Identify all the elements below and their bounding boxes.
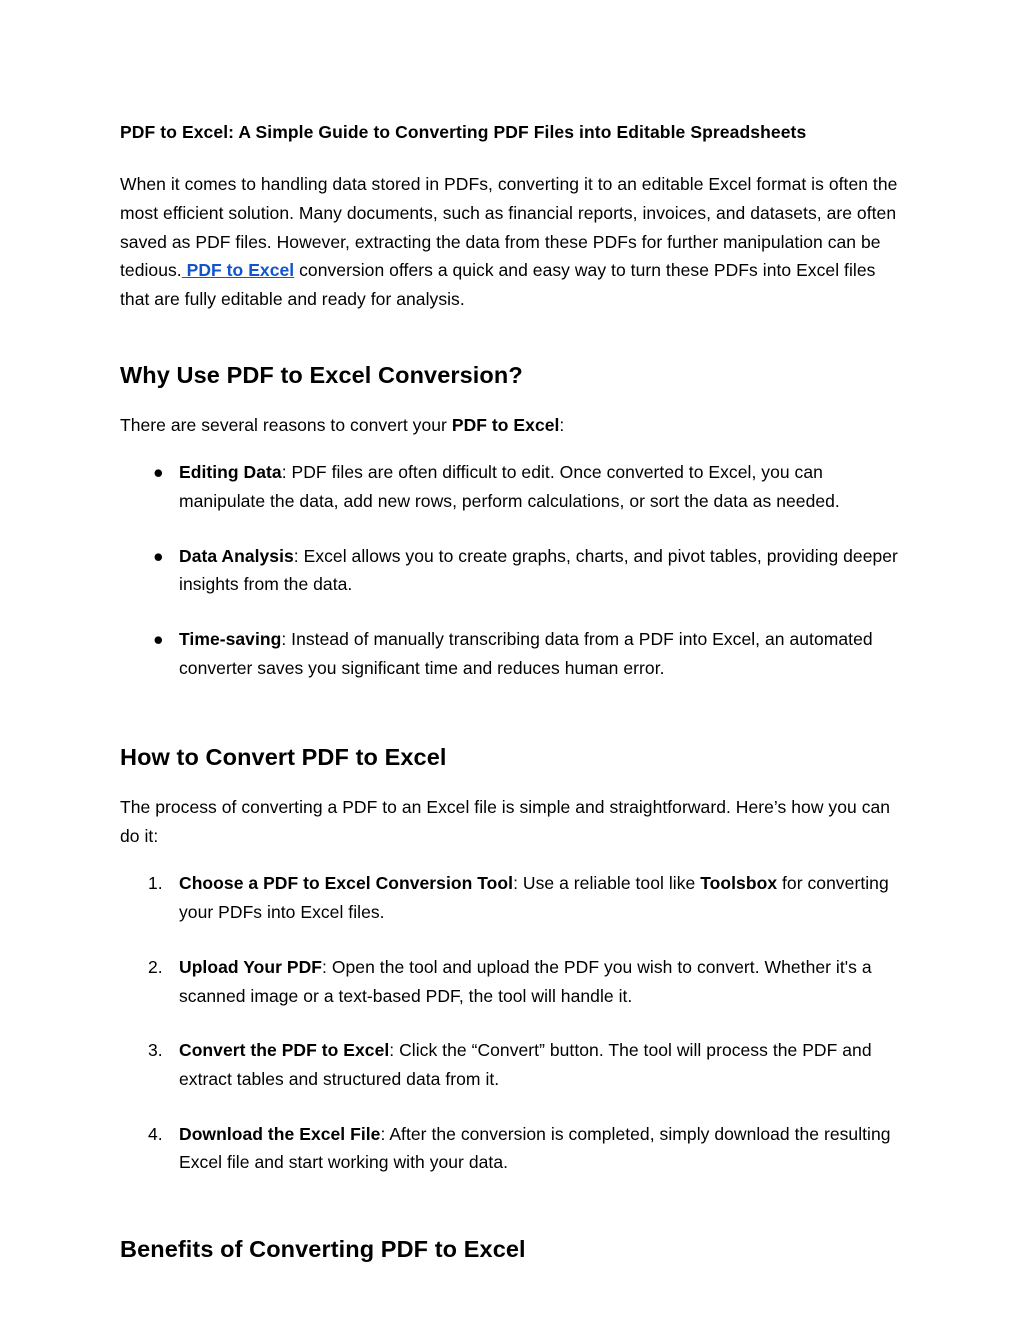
list-item-term: Editing Data (179, 462, 282, 483)
list-number: 3. (148, 1040, 163, 1061)
section-heading-benefits: Benefits of Converting PDF to Excel (120, 1235, 526, 1262)
intro-paragraph (120, 170, 903, 313)
spacer (120, 439, 903, 458)
list-item-term: Download the Excel File (179, 1123, 381, 1144)
list-item-text: : PDF files are often difficult to edit. Once converted to Excel, you can manipulate the data, add new rows, perform calculations, or sort the data as needed. (179, 462, 840, 511)
list-item (120, 1036, 903, 1093)
lead-text-after-bold: : (559, 414, 565, 435)
list-item-text: : After the conversion is completed, simply download the resulting Excel file and start working with your data. (179, 1123, 891, 1173)
list-number: 1. (148, 873, 163, 894)
list-item-term: Choose a PDF to Excel Conversion Tool (179, 873, 514, 894)
list-item-term: Convert the PDF to Excel (179, 1040, 390, 1061)
section-heading-why-use: Why Use PDF to Excel Conversion? (120, 361, 523, 388)
section-heading-how-to-convert: How to Convert PDF to Excel (120, 744, 447, 771)
bullet-icon: ● (153, 462, 164, 483)
list-item-text: : Instead of manually transcribing data from a PDF into Excel, an automated converter saves you significant time and reduces human error. (179, 628, 873, 678)
lead-text-before-bold: There are several reasons to convert your (120, 414, 452, 435)
how-to-convert-lead-paragraph: The process of converting a PDF to an Excel file is simple and straightforward. Here’s how you can do it: (120, 797, 891, 846)
lead-bold-term: PDF to Excel (451, 414, 560, 435)
spacer (120, 682, 903, 742)
list-item-text: : Excel allows you to create graphs, charts, and pivot tables, providing deeper insights from the data. (179, 545, 898, 595)
list-item (120, 542, 903, 599)
list-item (120, 1120, 903, 1177)
why-use-lead-paragraph (120, 411, 903, 440)
conversion-steps-list (120, 869, 903, 1177)
spacer (120, 774, 903, 793)
list-item-inline-bold: Toolsbox (700, 873, 778, 894)
bullet-icon: ● (153, 628, 164, 649)
list-item-text: : Use a reliable tool like (513, 873, 701, 894)
bullet-icon: ● (153, 545, 164, 566)
list-item (120, 625, 903, 682)
spacer (120, 850, 903, 869)
benefits-bullet-list (120, 458, 903, 682)
intro-text-after-link: conversion offers a quick and easy way to turn these PDFs into Excel files that are fully editable and ready for analysis. (120, 260, 876, 310)
spacer (120, 314, 903, 360)
list-item-term: Data Analysis (179, 545, 294, 566)
spacer (120, 392, 903, 411)
list-item-term: Upload Your PDF (179, 956, 323, 977)
pdf-to-excel-link[interactable]: PDF to Excel (181, 260, 295, 281)
list-item (120, 458, 903, 515)
list-item-term: Time-saving (179, 628, 282, 649)
list-item-text: : Open the tool and upload the PDF you wish to convert. Whether it's a scanned image or a text-based PDF, the tool will handle it. (179, 956, 872, 1006)
intro-text-before-link: When it comes to handling data stored in PDFs, converting it to an editable Excel format is often the most efficient solution. Many documents, such as financial reports, invoices, and datasets, are often saved as PDF files. However, extracting the data from these PDFs for further manipulation can be tedious. (120, 174, 898, 281)
list-item (120, 869, 903, 926)
list-number: 4. (148, 1123, 163, 1144)
list-number: 2. (148, 956, 163, 977)
list-item-text-tail: for converting your PDFs into Excel files. (179, 873, 889, 923)
spacer (120, 1177, 903, 1234)
list-item (120, 953, 903, 1010)
list-item-text: : Click the “Convert” button. The tool will process the PDF and extract tables and structured data from it. (179, 1040, 872, 1089)
page-title: PDF to Excel: A Simple Guide to Converting PDF Files into Editable Spreadsheets (120, 122, 807, 142)
